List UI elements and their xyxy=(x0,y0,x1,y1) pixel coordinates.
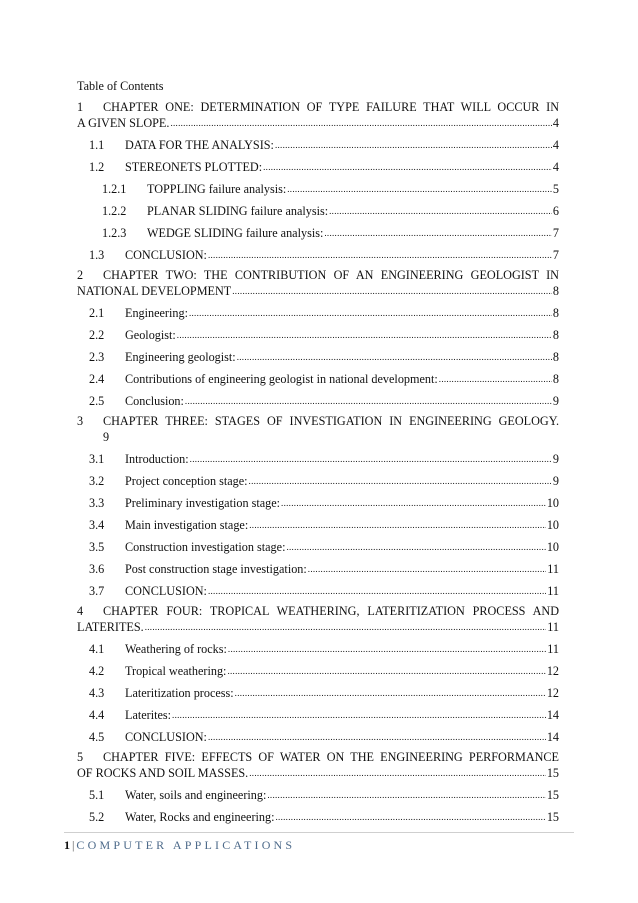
footer-separator: | xyxy=(72,838,75,852)
toc-page-number: 15 xyxy=(546,788,559,802)
toc-section-entry[interactable] xyxy=(77,371,559,387)
toc-dot-leader xyxy=(329,202,552,219)
toc-section-entry[interactable] xyxy=(77,393,559,409)
toc-page-number: 4 xyxy=(552,116,559,130)
toc-entry-title: WEDGE SLIDING failure analysis: xyxy=(147,226,324,240)
footer-page-number: 1 xyxy=(64,838,70,852)
toc-dot-leader xyxy=(208,246,552,263)
toc-page-number: 4 xyxy=(552,160,559,174)
toc-heading: Table of Contents xyxy=(77,79,164,93)
toc-section-entry[interactable] xyxy=(77,495,559,511)
toc-section-entry[interactable] xyxy=(77,517,559,533)
toc-list xyxy=(77,99,559,825)
toc-entry-number: 3 xyxy=(77,414,84,428)
toc-entry-title: PLANAR SLIDING failure analysis: xyxy=(147,204,329,218)
toc-entry-number: 3.5 xyxy=(89,540,105,554)
toc-entry-title: Geologist: xyxy=(125,328,176,342)
toc-dot-leader xyxy=(189,304,552,321)
toc-dot-leader xyxy=(190,450,552,467)
toc-section-entry[interactable] xyxy=(77,707,559,723)
toc-page-number: 12 xyxy=(546,686,559,700)
toc-chapter-entry[interactable] xyxy=(77,749,559,781)
toc-entry-number: 4.1 xyxy=(89,642,105,656)
toc-entry-number: 4 xyxy=(77,604,84,618)
toc-entry-number: 1.3 xyxy=(89,248,105,262)
toc-dot-leader xyxy=(281,494,546,511)
toc-entry-title: CONCLUSION: xyxy=(125,248,207,262)
toc-entry-number: 4.2 xyxy=(89,664,105,678)
toc-page-number: 9 xyxy=(552,452,559,466)
toc-dot-leader xyxy=(208,728,546,745)
toc-dot-leader xyxy=(286,538,545,555)
toc-entry-number: 2.5 xyxy=(89,394,105,408)
toc-entry-title: TOPPLING failure analysis: xyxy=(147,182,287,196)
toc-entry-number: 3.6 xyxy=(89,562,105,576)
toc-section-entry[interactable] xyxy=(77,641,559,657)
toc-dot-leader xyxy=(267,786,545,803)
toc-page-number: 11 xyxy=(547,584,559,598)
toc-entry-title: Water, Rocks and engineering: xyxy=(125,810,275,824)
toc-subsection-entry[interactable] xyxy=(77,181,559,197)
toc-entry-number: 4.3 xyxy=(89,686,105,700)
toc-entry-number: 1 xyxy=(77,100,84,114)
toc-section-entry[interactable] xyxy=(77,451,559,467)
toc-dot-leader xyxy=(227,662,545,679)
toc-page-number: 7 xyxy=(552,226,559,240)
toc-dot-leader xyxy=(275,136,552,153)
toc-chapter-entry[interactable] xyxy=(77,99,559,131)
toc-page-number: 15 xyxy=(546,810,559,824)
toc-page-number: 8 xyxy=(552,350,559,364)
footer-label: COMPUTER APPLICATIONS xyxy=(76,838,296,852)
toc-page-number: 9 xyxy=(552,474,559,488)
toc-page-number: 11 xyxy=(547,562,559,576)
toc-chapter-entry[interactable] xyxy=(77,267,559,299)
toc-dot-leader xyxy=(249,764,546,781)
toc-entry-number: 1.2.2 xyxy=(102,204,127,218)
page-footer xyxy=(64,837,295,853)
toc-entry-title: CONCLUSION: xyxy=(125,584,207,598)
toc-page-number: 15 xyxy=(546,766,559,780)
toc-section-entry[interactable] xyxy=(77,247,559,263)
toc-dot-leader xyxy=(228,640,546,657)
toc-entry-number: 2.3 xyxy=(89,350,105,364)
toc-dot-leader xyxy=(145,618,547,635)
table-of-contents xyxy=(77,78,559,825)
toc-page-number: 12 xyxy=(546,664,559,678)
toc-entry-number: 5.2 xyxy=(89,810,105,824)
toc-dot-leader xyxy=(170,114,551,131)
toc-section-entry[interactable] xyxy=(77,729,559,745)
toc-dot-leader xyxy=(275,808,545,825)
toc-entry-title: CHAPTER ONE: DETERMINATION OF TYPE FAILURE THAT WILL OCCUR IN xyxy=(103,100,559,114)
toc-entry-title: Laterites: xyxy=(125,708,172,722)
toc-entry-number: 1.1 xyxy=(89,138,105,152)
toc-entry-number: 3.4 xyxy=(89,518,105,532)
toc-dot-leader xyxy=(208,582,546,599)
toc-section-entry[interactable] xyxy=(77,305,559,321)
toc-entry-title-continued: A GIVEN SLOPE. xyxy=(77,116,170,130)
toc-dot-leader xyxy=(172,706,546,723)
toc-dot-leader xyxy=(287,180,552,197)
toc-subsection-entry[interactable] xyxy=(77,225,559,241)
toc-page-number: 10 xyxy=(546,496,559,510)
toc-dot-leader xyxy=(249,472,552,489)
toc-dot-leader xyxy=(237,348,552,365)
toc-page-number: 14 xyxy=(546,730,559,744)
toc-chapter-entry[interactable] xyxy=(77,413,559,445)
toc-page-number: 9 xyxy=(552,394,559,408)
toc-entry-title: STEREONETS PLOTTED: xyxy=(125,160,263,174)
toc-subsection-entry[interactable] xyxy=(77,203,559,219)
toc-entry-number: 4.4 xyxy=(89,708,105,722)
toc-section-entry[interactable] xyxy=(77,561,559,577)
toc-dot-leader xyxy=(185,392,552,409)
toc-entry-title-continued: LATERITES. xyxy=(77,620,144,634)
toc-entry-title: Engineering: xyxy=(125,306,188,320)
toc-entry-number: 5 xyxy=(77,750,84,764)
toc-entry-title: CHAPTER TWO: THE CONTRIBUTION OF AN ENGINEERING GEOLOGIST IN xyxy=(103,268,559,282)
toc-entry-title-continued: 9 xyxy=(103,430,110,444)
toc-entry-number: 4.5 xyxy=(89,730,105,744)
toc-section-entry[interactable] xyxy=(77,809,559,825)
toc-page-number: 8 xyxy=(552,328,559,342)
toc-entry-title: Introduction: xyxy=(125,452,189,466)
toc-page-number: 11 xyxy=(547,620,559,634)
toc-page-number: 10 xyxy=(546,518,559,532)
toc-entry-number: 3.1 xyxy=(89,452,105,466)
toc-entry-title: Project conception stage: xyxy=(125,474,248,488)
toc-entry-title: Contributions of engineering geologist in national development: xyxy=(125,372,438,386)
toc-page-number: 4 xyxy=(552,138,559,152)
toc-entry-number: 2.1 xyxy=(89,306,105,320)
toc-entry-title-continued: NATIONAL DEVELOPMENT xyxy=(77,284,232,298)
toc-dot-leader xyxy=(324,224,552,241)
toc-section-entry[interactable] xyxy=(77,685,559,701)
toc-dot-leader xyxy=(177,326,552,343)
toc-section-entry[interactable] xyxy=(77,137,559,153)
toc-entry-title: Conclusion: xyxy=(125,394,184,408)
toc-entry-title: CHAPTER FOUR: TROPICAL WEATHERING, LATERITIZATION PROCESS AND xyxy=(103,604,559,618)
toc-section-entry[interactable] xyxy=(77,583,559,599)
toc-page-number: 7 xyxy=(552,248,559,262)
toc-entry-title: CHAPTER THREE: STAGES OF INVESTIGATION IN ENGINEERING GEOLOGY. xyxy=(103,414,559,428)
toc-page-number: 8 xyxy=(552,306,559,320)
toc-entry-number: 2.4 xyxy=(89,372,105,386)
toc-entry-number: 1.2.1 xyxy=(102,182,127,196)
toc-dot-leader xyxy=(235,684,546,701)
toc-page-number: 5 xyxy=(552,182,559,196)
toc-entry-title: Tropical weathering: xyxy=(125,664,227,678)
toc-entry-title: Lateritization process: xyxy=(125,686,234,700)
toc-section-entry[interactable] xyxy=(77,349,559,365)
toc-entry-title: CHAPTER FIVE: EFFECTS OF WATER ON THE ENGINEERING PERFORMANCE xyxy=(103,750,559,764)
toc-section-entry[interactable] xyxy=(77,663,559,679)
toc-section-entry[interactable] xyxy=(77,787,559,803)
toc-entry-title: Weathering of rocks: xyxy=(125,642,227,656)
toc-page-number: 14 xyxy=(546,708,559,722)
toc-entry-number: 3.7 xyxy=(89,584,105,598)
toc-entry-title: Post construction stage investigation: xyxy=(125,562,307,576)
toc-entry-title-continued: OF ROCKS AND SOIL MASSES. xyxy=(77,766,249,780)
toc-page-number: 8 xyxy=(552,372,559,386)
toc-section-entry[interactable] xyxy=(77,473,559,489)
toc-section-entry[interactable] xyxy=(77,159,559,175)
toc-page-number: 11 xyxy=(547,642,559,656)
toc-entry-title: Preliminary investigation stage: xyxy=(125,496,281,510)
toc-entry-title: Engineering geologist: xyxy=(125,350,236,364)
toc-entry-title: Water, soils and engineering: xyxy=(125,788,267,802)
toc-entry-title: DATA FOR THE ANALYSIS: xyxy=(125,138,274,152)
toc-dot-leader xyxy=(232,282,552,299)
toc-entry-title: Main investigation stage: xyxy=(125,518,249,532)
toc-dot-leader xyxy=(249,516,546,533)
toc-dot-leader xyxy=(308,560,546,577)
toc-entry-number: 1.2.3 xyxy=(102,226,127,240)
toc-entry-number: 2 xyxy=(77,268,84,282)
toc-chapter-entry[interactable] xyxy=(77,603,559,635)
toc-entry-number: 3.3 xyxy=(89,496,105,510)
toc-entry-number: 5.1 xyxy=(89,788,105,802)
toc-section-entry[interactable] xyxy=(77,327,559,343)
toc-page-number: 8 xyxy=(552,284,559,298)
toc-section-entry[interactable] xyxy=(77,539,559,555)
toc-page-number: 10 xyxy=(546,540,559,554)
toc-dot-leader xyxy=(439,370,552,387)
toc-entry-number: 3.2 xyxy=(89,474,105,488)
toc-entry-number: 2.2 xyxy=(89,328,105,342)
footer-divider xyxy=(64,832,574,833)
toc-dot-leader xyxy=(263,158,552,175)
toc-entry-title: CONCLUSION: xyxy=(125,730,207,744)
toc-entry-title: Construction investigation stage: xyxy=(125,540,286,554)
toc-page-number: 6 xyxy=(552,204,559,218)
toc-entry-number: 1.2 xyxy=(89,160,105,174)
